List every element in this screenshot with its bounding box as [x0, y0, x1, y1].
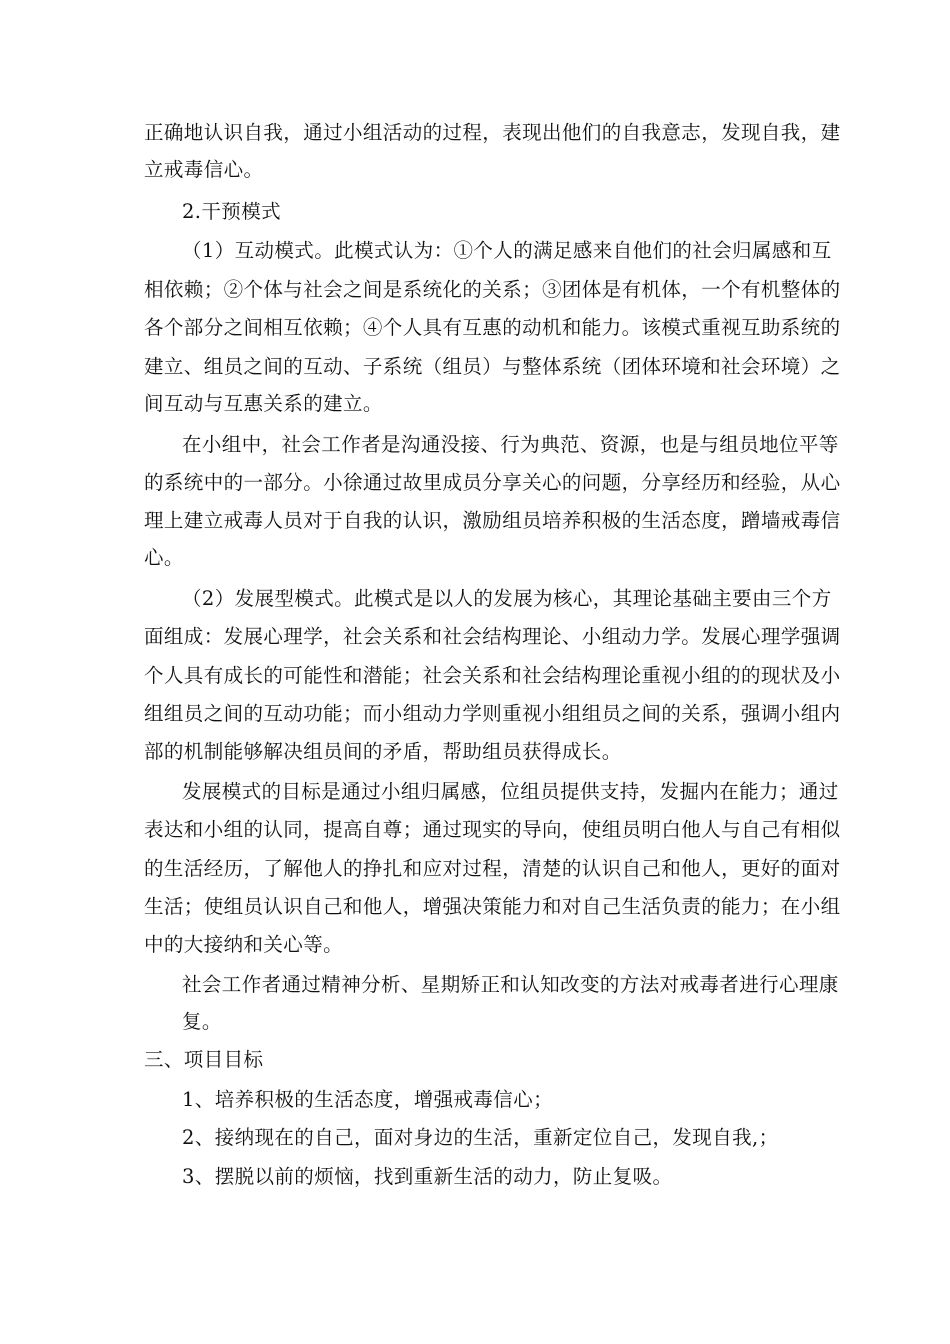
text-line: 各个部分之间相互依赖；④个人具有互惠的动机和能力。该模式重视互助系统的 — [144, 316, 841, 339]
text-line: 中的大接纳和关心等。 — [144, 933, 344, 956]
text-line: 的生活经历，了解他人的挣扎和应对过程，清楚的认识自己和他人，更好的面对 — [144, 857, 841, 880]
list-item: 2、接纳现在的自己，面对身边的生活，重新定位自己，发现自我,； — [182, 1126, 779, 1149]
text-line: （2）发展型模式。此模式是以人的发展为核心，其理论基础主要由三个方 — [182, 587, 832, 610]
text-line: 心。 — [144, 546, 184, 569]
text-line: 立戒毒信心。 — [144, 158, 264, 181]
list-item: 3、摆脱以前的烦恼，找到重新生活的动力，防止复吸。 — [182, 1165, 673, 1188]
text-line: 相依赖；②个体与社会之间是系统化的关系；③团体是有机体，一个有机整体的 — [144, 278, 841, 301]
text-line: （1）互动模式。此模式认为：①个人的满足感来自他们的社会归属感和互 — [182, 239, 832, 262]
text-line: 在小组中，社会工作者是沟通没接、行为典范、资源，也是与组员地位平等 — [182, 433, 839, 456]
text-line: 个人具有成长的可能性和潜能；社会关系和社会结构理论重视小组的的现状及小 — [144, 664, 841, 687]
list-item: 1、培养积极的生活态度，增强戒毒信心； — [182, 1088, 554, 1111]
text-line: 生活；使组员认识自己和他人，增强决策能力和对自己生活负责的能力；在小组 — [144, 895, 841, 918]
text-line: 表达和小组的认同，提高自尊；通过现实的导向，使组员明白他人与自己有相似 — [144, 818, 841, 841]
text-line: 的系统中的一部分。小徐通过故里成员分享关心的问题，分享经历和经验，从心 — [144, 471, 841, 494]
text-line: 社会工作者通过精神分析、星期矫正和认知改变的方法对戒毒者进行心理康 — [182, 973, 839, 996]
text-line: 正确地认识自我，通过小组活动的过程，表现出他们的自我意志，发现自我，建 — [144, 121, 841, 144]
text-line: 发展模式的目标是通过小组归属感，位组员提供支持，发掘内在能力；通过 — [182, 780, 839, 803]
text-line: 建立、组员之间的互动、子系统（组员）与整体系统（团体环境和社会环境）之 — [144, 355, 841, 378]
section-heading: 2.干预模式 — [182, 200, 282, 223]
text-line: 间互动与互惠关系的建立。 — [144, 392, 383, 415]
section-heading: 三、项目目标 — [144, 1048, 264, 1071]
text-line: 复。 — [182, 1010, 222, 1033]
text-line: 理上建立戒毒人员对于自我的认识，激励组员培养积极的生活态度，蹭墙戒毒信 — [144, 509, 841, 532]
text-line: 部的机制能够解决组员间的矛盾，帮助组员获得成长。 — [144, 740, 622, 763]
text-line: 面组成：发展心理学，社会关系和社会结构理论、小组动力学。发展心理学强调 — [144, 625, 841, 648]
text-line: 组组员之间的互动功能；而小组动力学则重视小组组员之间的关系，强调小组内 — [144, 702, 841, 725]
